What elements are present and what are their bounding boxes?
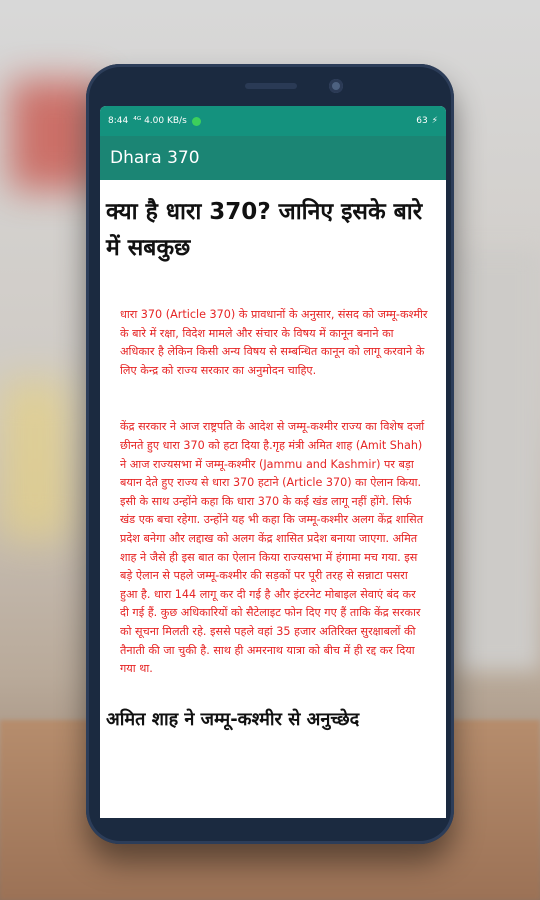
phone-screen	[100, 106, 446, 818]
phone-earpiece	[245, 83, 297, 89]
article-heading: क्या है धारा 370? जानिए इसके बारे में सबकुछ	[106, 199, 423, 261]
background-blur-yellow	[0, 380, 70, 540]
whatsapp-notification-icon	[192, 117, 201, 126]
app-bar	[100, 136, 446, 180]
status-bar	[100, 106, 446, 136]
front-camera-icon	[329, 79, 343, 93]
status-bar-left	[108, 116, 201, 126]
battery-level: 63	[416, 116, 428, 126]
article-paragraph-2: केंद्र सरकार ने आज राष्ट्रपति के आदेश से जम्मू-कश्मीर राज्य का विशेष दर्जा छीनते हुए धारा 370 को हटा दिया है.गृह मंत्री अमित शाह (Amit Shah) ने आज राज्यसभा में जम्मू-कश्मीर (Jammu and Kashmir) पर बड़ा बयान देते हुए राज्य से धारा 370 हटाने (Article 370) का ऐलान किया. इसी के साथ उन्होंने कहा कि धारा 370 के कई खंड लागू नहीं होंगे. सिर्फ खंड एक बचा रहेगा. उन्होंने यह भी कहा कि जम्मू-कश्मीर अलग केंद्र शासित प्रदेश बनेगा और लद्दाख को अलग केंद्र शासित प्रदेश बनाया जाएगा. अमित शाह ने जैसे ही इस बात का ऐलान किया राज्यसभा में हंगामा मच गया. इस बड़े ऐलान से पहले जम्मू-कश्मीर की सड़कों पर पूरी तरह से सन्नाटा पसरा हुआ है. धारा 144 लागू कर दी गई है और इंटरनेट मोबाइल सेवाएं बंद कर दी गई हैं. कुछ अधिकारियों को सैटेलाइट फोन दिए गए हैं ताकि केंद्र सरकार को सूचना मिलती रहे. इससे पहले वहां 35 हजार अतिरिक्त सुरक्षाबलों की तैनाती की जा चुकी है. साथ ही अमरनाथ यात्रा को बीच में ही रद्द कर दिया गया था.	[120, 420, 425, 676]
charging-icon: ⚡	[431, 116, 438, 126]
status-bar-right	[416, 116, 438, 126]
article-subheading: अमित शाह ने जम्मू-कश्मीर से अनुच्छेद	[106, 708, 360, 730]
status-time: 8:44	[108, 116, 129, 126]
background-blur-right	[455, 250, 540, 670]
article-content[interactable]	[100, 180, 446, 733]
article-paragraph-1: धारा 370 (Article 370) के प्रावधानों के अनुसार, संसद को जम्मू-कश्मीर के बारे में रक्षा, विदेश मामले और संचार के विषय में कानून बनाने का अधिकार है लेकिन किसी अन्य विषय से सम्बन्धित कानून को लागू करवाने के लिए केन्द्र को राज्य सरकार का अनुमोदन चाहिए.	[120, 308, 428, 377]
network-speed: ⁴ᴳ 4.00 KB/s	[133, 116, 187, 126]
app-title: Dhara 370	[110, 148, 200, 168]
